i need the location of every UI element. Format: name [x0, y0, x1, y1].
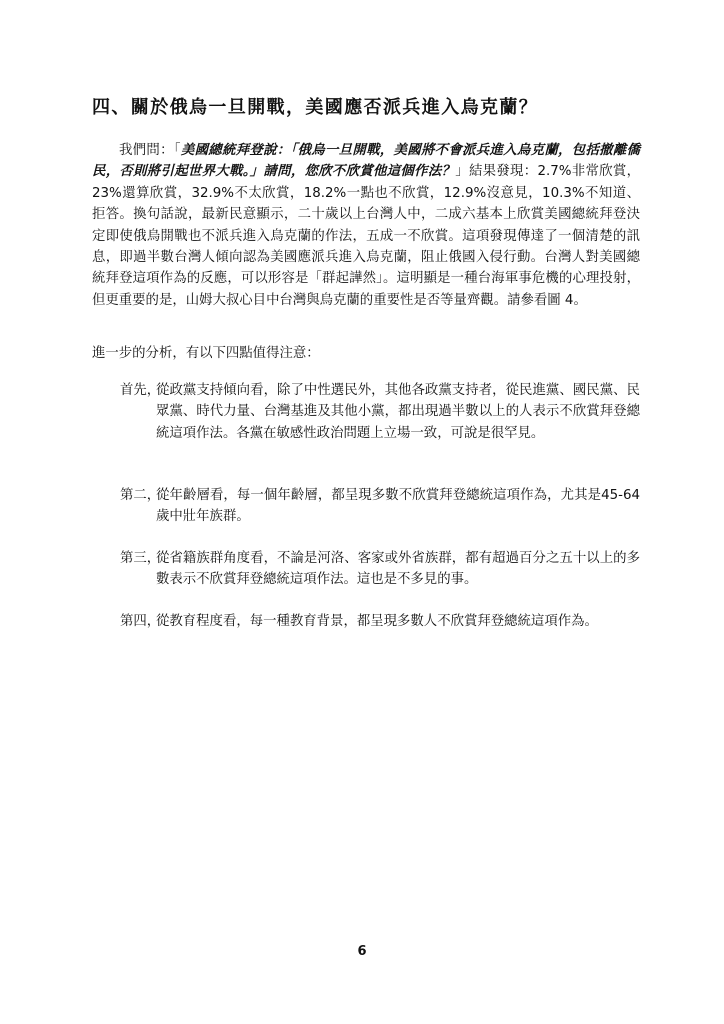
survey-question: 美國總統拜登說：「俄烏一旦開戰，美國將不會派兵進入烏克蘭，包括撤離僑民，否則將引起世界大戰。」請問，您欣不欣賞他這個作法？ — [92, 143, 640, 180]
point-label: 第三， — [120, 551, 161, 566]
point-text: 從教育程度看，每一種教育背景，都呈現多數人不欣賞拜登總統這項作為。 — [156, 614, 598, 629]
paragraph-body: 」結果發現：2.7%非常欣賞，23%還算欣賞，32.9%不太欣賞，18.2%一點也不欣賞，12.9%沒意見，10.3%不知道、拒答。換句話說，最新民意顯示，二十歲以上台灣人中，二成六基本上欣賞美國總統拜登決定即使俄烏開戰也不派兵進入烏克蘭的作法，五成一不欣賞。這項發現傳達了一個清楚的訊息，即過半數台灣人傾向認為美國應派兵進入烏克蘭，阻止俄國入侵行動。台灣人對美國總統拜登這項作為的反應，可以形容是「群起譁然」。這明顯是一種台海軍事危機的心理投射，但更重要的是，山姆大叔心目中台灣與烏克蘭的重要性是否等量齊觀。請參看圖 4。 — [92, 164, 640, 308]
point-text: 從政黨支持傾向看，除了中性選民外，其他各政黨支持者，從民進黨、國民黨、民眾黨、時代力量、台灣基進及其他小黨，都出現過半數以上的人表示不欣賞拜登總統這項作法。各黨在敏感性政治問題上立場一致，可說是很罕見。 — [156, 383, 640, 441]
point-label: 第二， — [120, 488, 161, 503]
analysis-point-4 — [120, 611, 640, 632]
analysis-intro: 進一步的分析，有以下四點值得注意： — [92, 346, 320, 361]
page-number: 6 — [357, 944, 367, 959]
section-heading: 四、關於俄烏一旦開戰，美國應否派兵進入烏克蘭？ — [92, 97, 539, 118]
analysis-point-1 — [120, 380, 640, 444]
paragraph-lead: 我們問：「 — [119, 143, 181, 158]
point-text: 從年齡層看，每一個年齡層，都呈現多數不欣賞拜登總統這項作為，尤其是45-64 歲中壯年族群。 — [156, 488, 640, 525]
point-label: 首先， — [120, 383, 161, 398]
point-text: 從省籍族群角度看，不論是河洛、客家或外省族群，都有超過百分之五十以上的多數表示不欣賞拜登總統這項作法。這也是不多見的事。 — [156, 551, 640, 588]
point-label: 第四， — [120, 614, 161, 629]
analysis-point-2 — [120, 485, 640, 528]
main-paragraph — [92, 140, 640, 311]
analysis-point-3 — [120, 548, 640, 591]
